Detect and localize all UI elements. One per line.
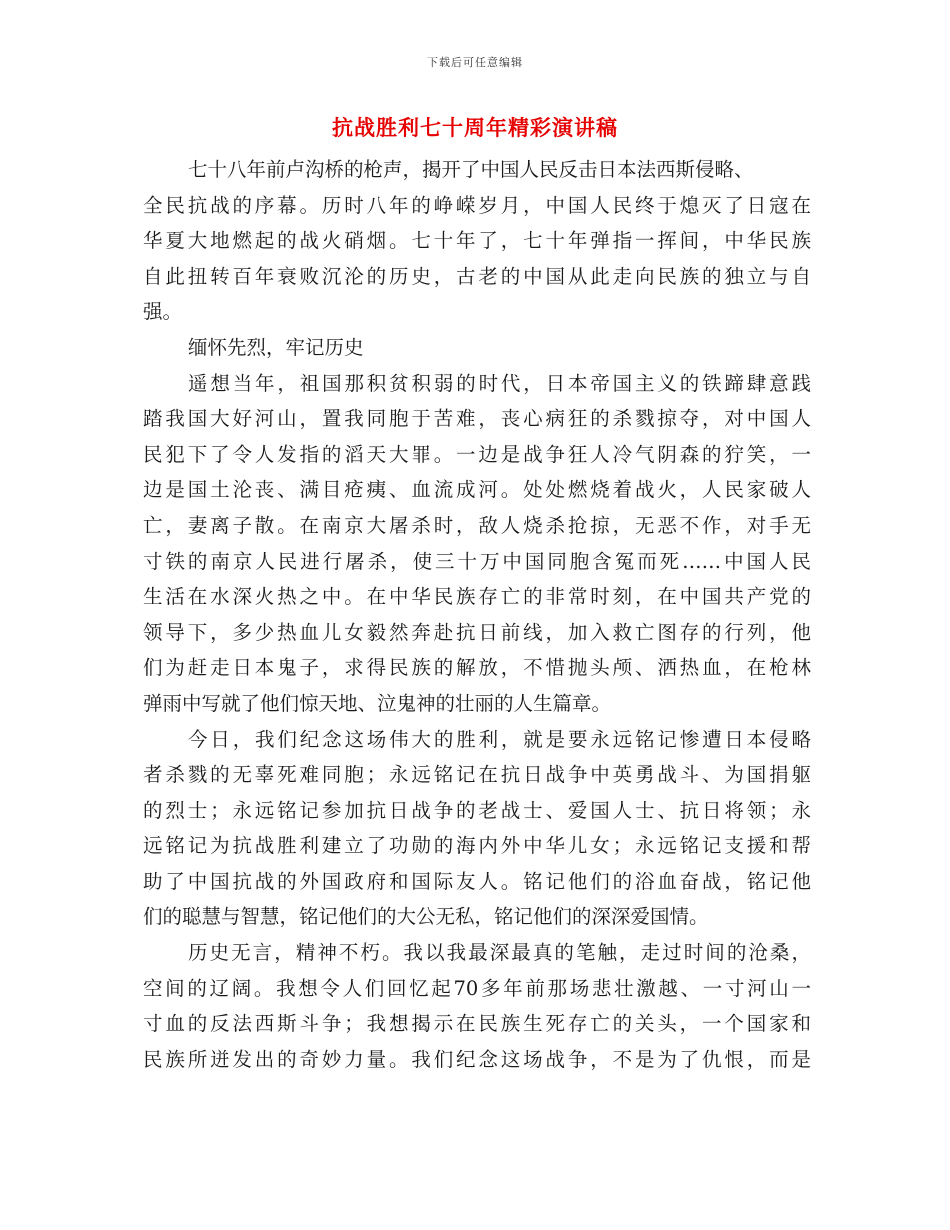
text-line: 踏我国大好河山，置我同胞于苦难，丧心病狂的杀戮掠夺，对中国人 bbox=[143, 407, 811, 431]
text-line: 华夏大地燃起的战火硝烟。七十年了，七十年弹指一挥间，中华民族 bbox=[143, 229, 811, 253]
text-line: 民犯下了令人发指的滔天大罪。一边是战争狂人冷气阴森的狞笑，一 bbox=[143, 442, 811, 466]
text-line: 弹雨中写就了他们惊天地、泣鬼神的壮丽的人生篇章。 bbox=[143, 691, 612, 715]
text-line: 全民抗战的序幕。历时八年的峥嵘岁月，中国人民终于熄灭了日寇在 bbox=[143, 193, 811, 217]
text-line: 亡，妻离子散。在南京大屠杀时，敌人烧杀抢掠，无恶不作，对手无 bbox=[143, 513, 811, 537]
text-line: 强。 bbox=[143, 300, 183, 324]
text-line: 寸铁的南京人民进行屠杀，使三十万中国同胞含冤而死……中国人民 bbox=[143, 549, 811, 573]
text-line: 远铭记为抗战胜利建立了功勋的海内外中华儿女；永远铭记支援和帮 bbox=[143, 834, 811, 858]
document-body bbox=[143, 152, 811, 1077]
text-line: 的烈士；永远铭记参加抗日战争的老战士、爱国人士、抗日将领；永 bbox=[143, 798, 811, 822]
text-line: 助了中国抗战的外国政府和国际友人。铭记他们的浴血奋战，铭记他 bbox=[143, 869, 811, 893]
text-line: 今日，我们纪念这场伟大的胜利，就是要永远铭记惨遭日本侵略 bbox=[188, 727, 811, 751]
document-title: 抗战胜利七十周年精彩演讲稿 bbox=[332, 115, 618, 140]
text-line: 者杀戮的无辜死难同胞；永远铭记在抗日战争中英勇战斗、为国捐躯 bbox=[143, 763, 811, 787]
text-line: 七十八年前卢沟桥的枪声，揭开了中国人民反击日本法西斯侵略、 bbox=[188, 158, 754, 181]
header-note: 下载后可任意编辑 bbox=[427, 56, 523, 69]
text-line: 生活在水深火热之中。在中华民族存亡的非常时刻，在中国共产党的 bbox=[143, 585, 811, 609]
text-line: 空间的辽阔。我想令人们回忆起70多年前那场悲壮激越、一寸河山一 bbox=[143, 976, 811, 1000]
text-line: 遥想当年，祖国那积贫积弱的时代，日本帝国主义的铁蹄肆意践 bbox=[188, 371, 811, 395]
text-line: 寸血的反法西斯斗争；我想揭示在民族生死存亡的关头，一个国家和 bbox=[143, 1012, 811, 1036]
text-line: 自此扭转百年衰败沉沦的历史，古老的中国从此走向民族的独立与自 bbox=[143, 264, 811, 288]
text-line: 们为赶走日本鬼子，求得民族的解放，不惜抛头颅、洒热血，在枪林 bbox=[143, 656, 811, 680]
text-line: 领导下，多少热血儿女毅然奔赴抗日前线，加入救亡图存的行列，他 bbox=[143, 620, 811, 644]
text-line: 边是国土沦丧、满目疮痍、血流成河。处处燃烧着战火，人民家破人 bbox=[143, 478, 811, 502]
section-heading: 缅怀先烈，牢记历史 bbox=[188, 335, 364, 359]
text-line: 历史无言，精神不朽。我以我最深最真的笔触，走过时间的沧桑， bbox=[188, 941, 811, 965]
text-line: 民族所迸发出的奇妙力量。我们纪念这场战争，不是为了仇恨，而是 bbox=[143, 1047, 811, 1071]
text-line: 们的聪慧与智慧，铭记他们的大公无私，铭记他们的深深爱国情。 bbox=[143, 905, 709, 929]
